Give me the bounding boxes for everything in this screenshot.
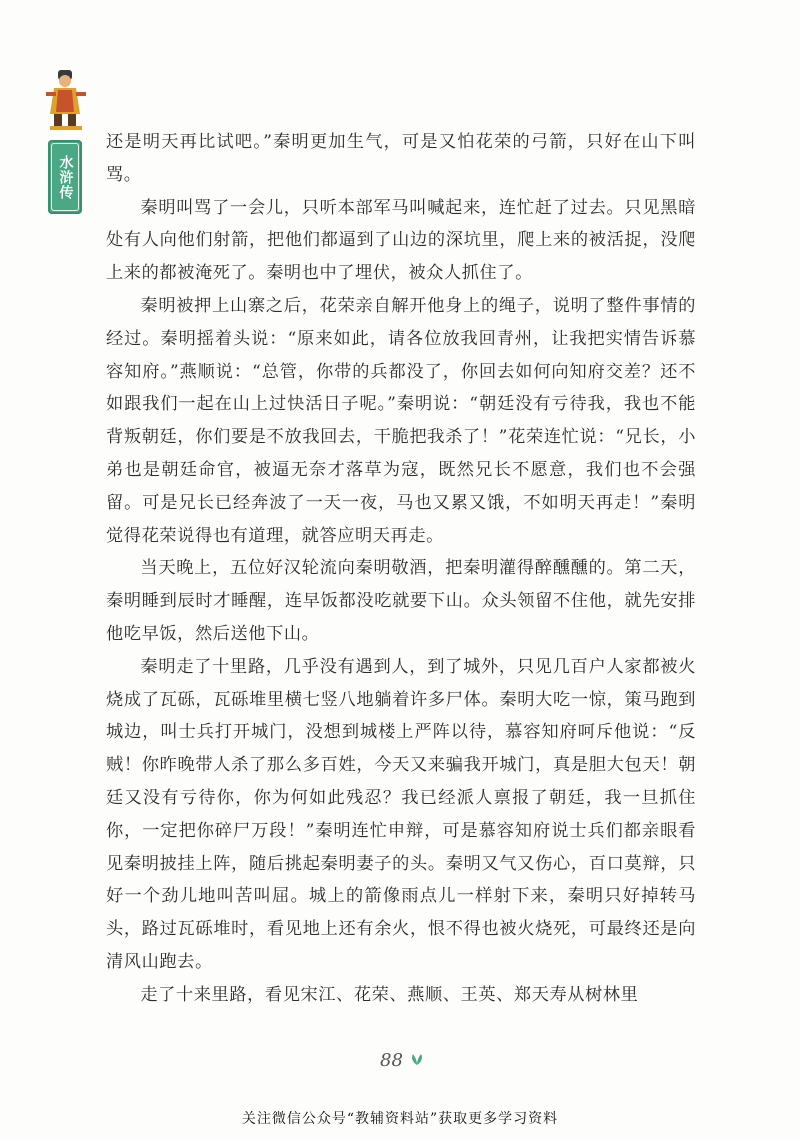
- paragraph: 秦明被押上山寨之后，花荣亲自解开他身上的绳子，说明了整件事情的经过。秦明摇着头说：“原来如此，请各位放我回青州，让我把实情告诉慕容知府。”燕顺说：“总管，你带的兵都没了，你回去如何向知府交差？还不如跟我们一起在山上过快活日子呢。”秦明说：“朝廷没有亏待我，我也不能背叛朝廷，你们要是不放我回去，干脆把我杀了！”花荣连忙说：“兄长，小弟也是朝廷命官，被逼无奈才落草为寇，既然兄长不愿意，我们也不会强留。可是兄长已经奔波了一天一夜，马也又累又饿，不如明天再走！”秦明觉得花荣说得也有道理，就答应明天再走。: [106, 295, 696, 546]
- footer-note: 关注微信公众号“教辅资料站”获取更多学习资料: [241, 1111, 559, 1127]
- paragraph: 当天晚上，五位好汉轮流向秦明敬酒，把秦明灌得醉醺醺的。第二天，秦明睡到辰时才睡醒，连早饭都没吃就要下山。众头领留不住他，就先安排他吃早饭，然后送他下山。: [106, 558, 696, 644]
- paragraph: 秦明走了十里路，几乎没有遇到人，到了城外，只见几百户人家都被火烧成了瓦砾，瓦砾堆里横七竖八地躺着许多尸体。秦明大吃一惊，策马跑到城边，叫士兵打开城门，没想到城楼上严阵以待，慕容知府呵斥他说：“反贼！你昨晚带人杀了那么多百姓，今天又来骗我开城门，真是胆大包天！朝廷又没有亏待你，你为何如此残忍？我已经派人禀报了朝廷，我一旦抓住你，一定把你碎尸万段！”秦明连忙申辩，可是慕容知府说士兵们都亲眼看见秦明披挂上阵，随后挑起秦明妻子的头。秦明又气又伤心，百口莫辩，只好一个劲儿地叫苦叫屈。城上的箭像雨点儿一样射下来，秦明只好掉转马头，路过瓦砾堆时，看见地上还有余火，恨不得也被火烧死，可最终还是向清风山跑去。: [106, 656, 696, 972]
- leaf-icon: [409, 1050, 425, 1071]
- book-title-tab: [48, 140, 82, 214]
- paragraph: 秦明叫骂了一会儿，只听本部军马叫喊起来，连忙赶了过去。只见黑暗处有人向他们射箭，把他们都逼到了山边的深坑里，爬上来的被活捉，没爬上来的都被淹死了。秦明也中了埋伏，被众人抓住了。: [106, 197, 696, 284]
- body-text: [106, 126, 696, 1012]
- paragraph: 还是明天再比试吧。”秦明更加生气，可是又怕花荣的弓箭，只好在山下叫骂。: [106, 132, 696, 185]
- paragraph: 走了十来里路，看见宋江、花荣、燕顺、王英、郑天寿从树林里: [140, 984, 639, 1005]
- book-title: 水浒传: [57, 154, 74, 200]
- warrior-illustration: [44, 66, 88, 132]
- page-number-text: 88: [380, 1050, 403, 1071]
- page-number: [380, 1050, 425, 1071]
